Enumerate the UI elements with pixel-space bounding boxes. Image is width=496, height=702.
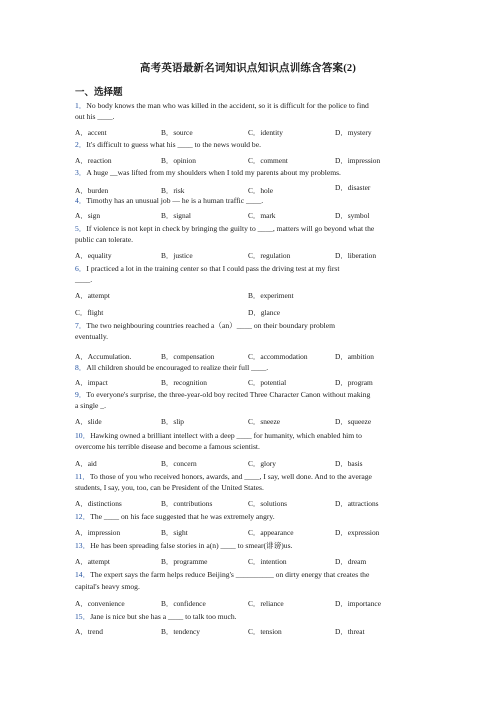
- question-text: Hawking owned a brilliant intellect with a deep ____ for humanity, which enabled him to: [90, 431, 362, 440]
- question-9-option-B[interactable]: B．slip: [161, 417, 184, 426]
- question-number: 6．: [75, 264, 87, 273]
- question-15-option-B[interactable]: B．tendency: [161, 627, 200, 636]
- question-number: 7．: [75, 321, 87, 330]
- question-11-option-A[interactable]: A．distinctions: [75, 499, 122, 508]
- question-10-option-A[interactable]: A．aid: [75, 459, 97, 468]
- question-number: 9．: [75, 390, 87, 399]
- question-11-option-C[interactable]: C．solutions: [248, 499, 288, 508]
- question-number: 12．: [75, 512, 91, 521]
- question-text: out his ____.: [75, 112, 115, 121]
- question-text: The two neighbouring countries reached a（an）____ on their boundary problem: [86, 321, 336, 330]
- question-3-line-1: [75, 168, 425, 178]
- question-number: 15．: [75, 612, 91, 621]
- question-text: The ____ on his face suggested that he was extremely angry.: [90, 512, 275, 521]
- question-number: 8．: [75, 363, 87, 372]
- question-14-option-A[interactable]: A．convenience: [75, 599, 125, 608]
- question-15-option-D[interactable]: D．threat: [335, 627, 365, 636]
- question-number: 14．: [75, 570, 91, 579]
- question-text: It's difficult to guess what his ____ to the news would be.: [86, 140, 261, 149]
- question-12-option-D[interactable]: D．expression: [335, 528, 380, 537]
- question-14-line-1: [75, 570, 425, 580]
- question-5-option-D[interactable]: D．liberation: [335, 251, 377, 260]
- question-12-option-C[interactable]: C．appearance: [248, 528, 294, 537]
- question-1-option-D[interactable]: D．mystery: [335, 128, 372, 137]
- question-number: 4．: [75, 196, 87, 205]
- question-number: 5．: [75, 224, 87, 233]
- question-12-option-B[interactable]: B．sight: [161, 528, 188, 537]
- question-text: public can tolerate.: [75, 235, 133, 244]
- question-text: All children should be encouraged to realize their full ____.: [86, 363, 269, 372]
- question-5-option-A[interactable]: A．equality: [75, 251, 112, 260]
- question-2-option-A[interactable]: A．reaction: [75, 156, 112, 165]
- question-text: students, I say, you, too, can be President of the United States.: [75, 483, 264, 492]
- question-14-option-C[interactable]: C．reliance: [248, 599, 284, 608]
- question-7-option-C[interactable]: C．accommodation: [248, 352, 308, 361]
- question-8-option-D[interactable]: D．program: [335, 378, 373, 387]
- question-text: If violence is not kept in check by bringing the guilty to ____, matters will go beyond what the: [86, 224, 375, 233]
- question-5-line-2: [75, 235, 425, 245]
- question-12-line-1: [75, 512, 425, 522]
- question-number: 11．: [75, 472, 90, 481]
- question-14-option-D[interactable]: D．importance: [335, 599, 381, 608]
- question-text: eventually.: [75, 332, 109, 341]
- question-text: No body knows the man who was killed in the accident, so it is difficult for the police to find: [86, 101, 369, 110]
- question-number: 10．: [75, 431, 91, 440]
- question-11-option-D[interactable]: D．attractions: [335, 499, 379, 508]
- question-2-option-C[interactable]: C．comment: [248, 156, 288, 165]
- question-8-option-A[interactable]: A．impact: [75, 378, 108, 387]
- question-12-option-A[interactable]: A．impression: [75, 528, 121, 537]
- question-7-option-D[interactable]: D．ambition: [335, 352, 375, 361]
- question-2-option-B[interactable]: B．opinion: [161, 156, 196, 165]
- question-1-line-1: [75, 101, 425, 111]
- question-13-option-C[interactable]: C．intention: [248, 557, 287, 566]
- question-text: To everyone's surprise, the three-year-old boy recited Three Character Canon without making: [86, 390, 371, 399]
- question-10-line-1: [75, 431, 425, 441]
- question-text: ____.: [75, 275, 93, 284]
- question-7-line-1: [75, 321, 425, 331]
- question-8-option-C[interactable]: C．potential: [248, 378, 287, 387]
- question-13-line-1: [75, 541, 425, 551]
- question-15-option-C[interactable]: C．tension: [248, 627, 282, 636]
- question-text: A huge __was lifted from my shoulders when I told my parents about my problems.: [86, 168, 341, 177]
- question-9-line-2: [75, 401, 425, 411]
- question-text: Jane is nice but she has a ____ to talk too much.: [90, 612, 237, 621]
- question-14-line-2: [75, 582, 425, 592]
- question-1-option-B[interactable]: B．source: [161, 128, 193, 137]
- question-13-option-D[interactable]: D．dream: [335, 557, 367, 566]
- question-text: capital's heavy smog.: [75, 582, 140, 591]
- question-7-option-A[interactable]: A．Accumulation.: [75, 352, 132, 361]
- question-number: 2．: [75, 140, 87, 149]
- question-4-option-C[interactable]: C．mark: [248, 211, 276, 220]
- question-1-line-2: [75, 112, 425, 122]
- question-13-option-B[interactable]: B．programme: [161, 557, 208, 566]
- question-number: 3．: [75, 168, 87, 177]
- question-4-option-A[interactable]: A．sign: [75, 211, 101, 220]
- question-4-option-B[interactable]: B．signal: [161, 211, 191, 220]
- question-8-option-B[interactable]: B．recognition: [161, 378, 207, 387]
- question-4-option-D[interactable]: D．symbol: [335, 211, 370, 220]
- question-6-option-D[interactable]: D．glance: [248, 308, 281, 317]
- question-15-line-1: [75, 612, 425, 622]
- question-10-line-2: [75, 442, 425, 452]
- question-number: 1．: [75, 101, 87, 110]
- question-2-option-D[interactable]: D．impression: [335, 156, 381, 165]
- question-10-option-B[interactable]: B．concern: [161, 459, 197, 468]
- question-9-line-1: [75, 390, 425, 400]
- question-6-option-B[interactable]: B．experiment: [248, 291, 294, 300]
- question-9-option-A[interactable]: A．slide: [75, 417, 102, 426]
- question-text: a single _.: [75, 401, 107, 410]
- question-text: I practiced a lot in the training center so that I could pass the driving test at my first: [86, 264, 340, 273]
- document-title: 高考英语最新名词知识点知识点训练含答案(2): [139, 63, 357, 74]
- question-15-option-A[interactable]: A．trend: [75, 627, 103, 636]
- question-10-option-D[interactable]: D．basis: [335, 459, 363, 468]
- question-6-line-2: [75, 275, 425, 285]
- question-14-option-B[interactable]: B．confidence: [161, 599, 206, 608]
- question-text: He has been spreading false stories in a(n) ____ to smear(诽谤)us.: [90, 541, 293, 550]
- section-heading: 一、选择题: [75, 88, 123, 98]
- question-7-option-B[interactable]: B．compensation: [161, 352, 215, 361]
- question-7-line-2: [75, 332, 425, 342]
- question-1-option-A[interactable]: A．accent: [75, 128, 107, 137]
- question-5-line-1: [75, 224, 425, 234]
- question-text: overcome his terrible disease and become a famous scientist.: [75, 442, 260, 451]
- question-number: 13．: [75, 541, 91, 550]
- question-6-option-A[interactable]: A．attempt: [75, 291, 110, 300]
- question-text: The expert says the farm helps reduce Beijing's __________ on dirty energy that creates the: [90, 570, 370, 579]
- question-6-option-C[interactable]: C．flight: [75, 308, 104, 317]
- question-4-line-1: [75, 196, 425, 206]
- question-3-option-C[interactable]: C．hole: [248, 186, 274, 195]
- question-13-option-A[interactable]: A．attempt: [75, 557, 110, 566]
- question-11-option-B[interactable]: B．contributions: [161, 499, 213, 508]
- question-9-option-C[interactable]: C．sneeze: [248, 417, 281, 426]
- question-1-option-C[interactable]: C．identity: [248, 128, 283, 137]
- question-11-line-2: [75, 483, 425, 493]
- question-5-option-C[interactable]: C．regulation: [248, 251, 291, 260]
- question-11-line-1: [75, 472, 425, 482]
- question-3-option-B[interactable]: B．risk: [161, 186, 185, 195]
- question-text: To those of you who received honors, awards, and ____, I say, well done. And to the average: [89, 472, 372, 481]
- question-9-option-D[interactable]: D．squeeze: [335, 417, 372, 426]
- question-6-line-1: [75, 264, 425, 274]
- question-text: Timothy has an unusual job — he is a human traffic ____.: [86, 196, 264, 205]
- question-10-option-C[interactable]: C．glory: [248, 459, 276, 468]
- question-8-line-1: [75, 363, 425, 373]
- question-2-line-1: [75, 140, 425, 150]
- question-3-option-D[interactable]: D．disaster: [335, 183, 371, 192]
- question-3-option-A[interactable]: A．burden: [75, 186, 109, 195]
- question-5-option-B[interactable]: B．justice: [161, 251, 193, 260]
